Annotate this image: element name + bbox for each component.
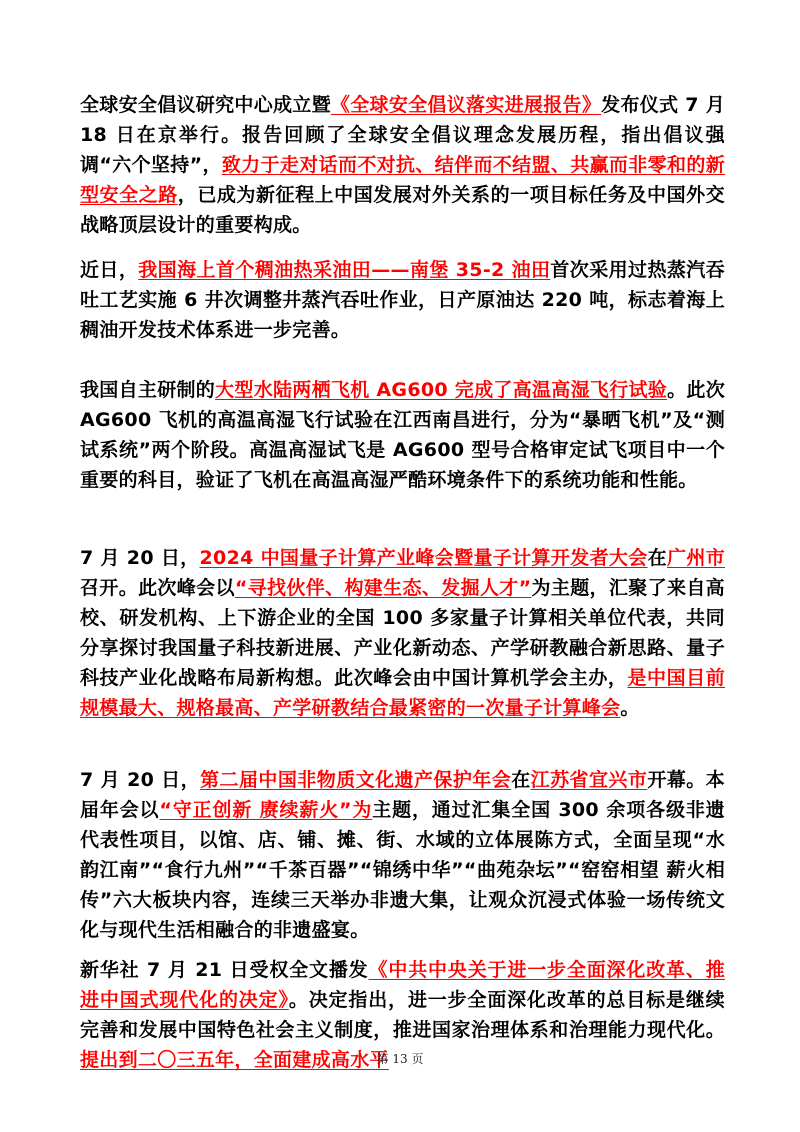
paragraph-text: 开幕。本届年会以 [80, 769, 725, 821]
paragraph-text: 在 [511, 769, 531, 791]
paragraph-text: 召开。此次峰会以 [80, 577, 235, 599]
news-paragraph-heritage-conference [80, 765, 725, 945]
highlighted-text: “守正创新 赓续薪火”为 [159, 799, 373, 821]
paragraph-text: 7 月 20 日， [80, 547, 200, 569]
paragraph-text: 全球安全倡议研究中心成立暨 [80, 94, 331, 116]
page-number: 第 13 页 [376, 1052, 424, 1066]
highlighted-text: 江苏省宜兴市 [530, 769, 648, 791]
paragraph-text: 。此次 AG600 飞机的高温高湿飞行试验在江西南昌进行，分为“暴晒飞机”及“测试系统”两个阶段。高温高湿试飞是 AG600 型号合格审定试飞项目中一个重要的科目，验证了飞机在高温高湿严酷环境条件下的系统功能和性能。 [80, 379, 726, 491]
paragraph-text: 发布仪式 7 月 18 日在京举行。报告回顾了全球安全倡议理念发展历程，指出倡议强调“六个坚持”， [80, 94, 725, 176]
paragraph-text: 在 [647, 547, 667, 569]
paragraph-text: 。决定指出，进一步全面深化改革的总目标是继续完善和发展中国特色社会主义制度，推进国家治理体系和治理能力现代化。 [80, 989, 725, 1041]
news-paragraph-quantum-summit [80, 543, 725, 723]
highlighted-text: 第二届中国非物质文化遗产保护年会 [200, 769, 512, 791]
paragraph-text: 首次采用过热蒸汽吞吐工艺实施 6 井次调整井蒸汽吞吐作业，日产原油达 220 吨，标志着海上稠油开发技术体系进一步完善。 [80, 259, 725, 341]
highlighted-text: 2024 中国量子计算产业峰会暨量子计算开发者大会 [199, 547, 648, 569]
paragraph-text: ，已成为新征程上中国发展对外关系的一项目标任务及中国外交战略顶层设计的重要构成。 [80, 184, 725, 236]
paragraph-text: 主题，通过汇集全国 300 余项各级非遗代表性项目，以馆、店、铺、摊、街、水域的立体展陈方式，全面呈现“水韵江南”“食行九州”“千茶百器”“锦绣中华”“曲苑杂坛”“窑窑相望 薪火相传”六大板块内容，连续三天举办非遗大集，让观众沉浸式体验一场传统文化与现代生活相融合的非遗盛宴。 [80, 799, 725, 941]
paragraph-text: 近日， [80, 259, 139, 281]
highlighted-text: 《全球安全倡议落实进展报告》 [330, 94, 602, 116]
highlighted-text: 《中共中央关于进一步全面深化改革、推进中国式现代化的决定》 [80, 959, 725, 1011]
paragraph-text: 为主题，汇聚了来自高校、研发机构、上下游企业的全国 100 多家量子计算相关单位代表，共同分享探讨我国量子科技新进展、产业化新动态、产学研教融合新思路、量子科技产业化战略布局新构想。此次峰会由中国计算机学会主办， [80, 577, 725, 689]
highlighted-text: 是中国目前规模最大、规格最高、产学研教结合最紧密的一次量子计算峰会 [80, 667, 725, 719]
paragraph-text: 7 月 20 日， [80, 769, 201, 791]
news-paragraph-ag600 [80, 375, 725, 495]
news-paragraph-global-security [80, 90, 725, 240]
paragraph-text: 新华社 7 月 21 日受权全文播发 [80, 959, 369, 981]
highlighted-text: “寻找伙伴、构建生态、发掘人才” [234, 577, 532, 599]
highlighted-text: 我国海上首个稠油热采油田——南堡 35-2 油田 [138, 259, 551, 281]
highlighted-text: 致力于走对话而不对抗、结伴而不结盟、共赢而非零和的新型安全之路 [80, 154, 726, 206]
highlighted-text: 大型水陆两栖飞机 AG600 完成了高温高湿飞行试验 [215, 379, 668, 401]
highlighted-text: 提出到二〇三五年，全面建成高水平 [80, 1049, 389, 1071]
news-paragraph-oilfield [80, 255, 725, 345]
paragraph-text: 。 [620, 697, 640, 719]
highlighted-text: 广州市 [666, 547, 725, 569]
paragraph-text: 我国自主研制的 [80, 379, 216, 401]
